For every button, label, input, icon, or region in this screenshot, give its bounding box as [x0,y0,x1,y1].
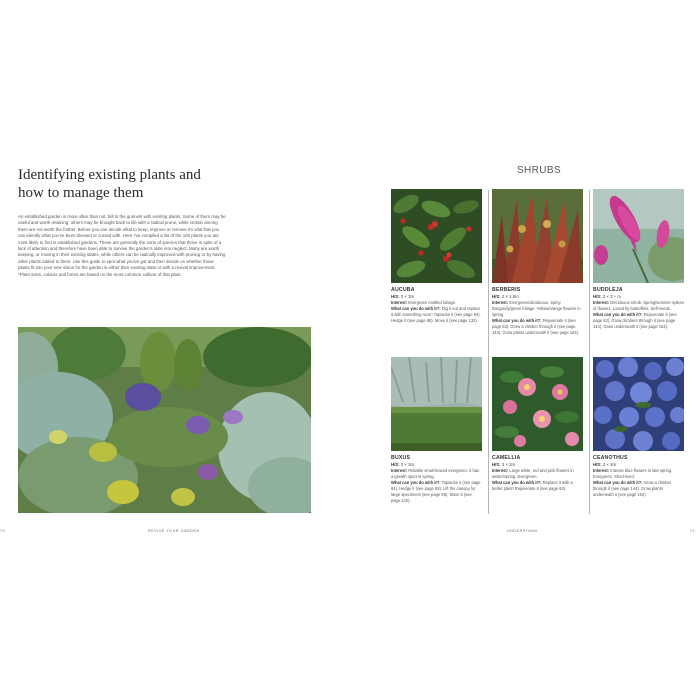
interest-text: Evergreen mottled foliage. [408,300,457,305]
title-line-2: how to manage them [18,185,144,201]
plant-advice [492,480,583,492]
right-running-head: UNDERSTAND [507,529,538,533]
buddleja-photo [593,189,684,283]
column-divider [488,190,489,514]
interest-text: Evergreen/deciduous. Spiny. Burgundy/green foliage. Yellow/orange flowers in spring. [492,300,581,317]
left-page-number: 70 [0,529,6,533]
size-label: H/S: [593,462,602,467]
plant-advice [391,480,482,504]
interest-text: Reliable small-leaved evergreen. It has a growth spurt in spring. [391,468,480,479]
size-value: 3 × 3 + m [602,294,621,299]
advice-label: What can you do with it?: [593,312,643,317]
plant-card-buddleja [593,189,684,330]
plant-name: AUCUBA [391,287,415,293]
plant-name: CEANOTHUS [593,455,628,461]
size-value: 2 × 1.5m [501,294,519,299]
size-value: 3 × 3m [602,462,617,467]
plant-advice [593,480,684,498]
size-label: H/S: [391,294,400,299]
berberis-photo [492,189,583,283]
interest-text: Large white, red and pink flowers in winter/spring. Evergreen. [492,468,574,479]
aucuba-photo [391,189,482,283]
interest-label: Interest: [492,300,509,305]
plant-advice [391,306,482,324]
interest-label: Interest: [492,468,509,473]
plant-interest [391,468,482,480]
advice-text: Rejuvenate it (see page 63). Grow a climber through it (see page 144). Grow plants underneath it (see page 164). [492,318,580,335]
advice-label: What can you do with it?: [391,306,441,311]
column-divider [589,190,590,514]
advice-label: What can you do with it?: [593,480,643,485]
garden-border-illustration [18,327,311,513]
plant-name: BUDDLEJA [593,287,623,293]
size-label: H/S: [492,462,501,467]
intro-text-block [18,214,226,278]
section-title: SHRUBS [516,165,562,176]
advice-label: What can you do with it?: [492,318,542,323]
size-label: H/S: [391,462,400,467]
buxus-photo [391,357,482,451]
title-line-1: Identifying existing plants and [18,167,201,183]
plant-card-camellia [492,357,583,492]
page-title [18,166,318,202]
intro-note: *Plant sizes, colours and forms are based on the most common cultivar of that plant. [18,271,182,277]
interest-label: Interest: [391,300,408,305]
advice-text: Dig it out and replace it with something nicer! Topiarise it (see page 84). Hedge it (see page 88). Move it (see page 132). [391,306,481,323]
plant-card-berberis [492,189,583,336]
interest-text: Intense blue flowers in late spring. Evergreen. Short-lived. [593,468,673,479]
advice-text: Replace it with a better plant! Rejuvenate it (see page 63). [492,480,573,491]
plant-interest [593,300,684,312]
size-value: 3 × 2m [501,462,516,467]
right-page-number: 71 [690,529,696,533]
interest-label: Interest: [593,468,610,473]
plant-card-ceanothus [593,357,684,498]
plant-interest [492,468,583,480]
interest-text: Deciduous shrub. Spring/summer spikes of flowers. Loved by butterflies. Self-seeds. [593,300,684,311]
camellia-photo [492,357,583,451]
interest-label: Interest: [593,300,610,305]
size-label: H/S: [492,294,501,299]
ceanothus-photo [593,357,684,451]
advice-label: What can you do with it?: [391,480,441,485]
plant-interest [593,468,684,480]
intro-paragraph: An established garden is more often than not, full to the gunnels with existing plants. Some of them may be useful and worth retaining; others may be brought back to life with a radical prune, while certain among them are not worth the bother. Before you can decide what to keep, improve or remove it's vital that you can identify what you've been blessed or cursed with. Here I've compiled a list of the 100 plants you are most likely to find in established gardens. These are generally the sorts of species that thrive in spite of a lack of attention and therefore have been able to survive the garden's slide into neglect. Many are worth keeping, or moving in their existing states, while others can be radically improved with pruning or by having other plants added to them. Use this guide to spot what you've got and then decide on whether those plants fit into your new vision for the garden in either their existing state or with a revival improvement. [18,214,226,271]
plant-advice [492,318,583,336]
size-value: 3 × 3m [400,294,415,299]
plant-card-aucuba [391,189,482,324]
left-running-head: REVIVE YOUR GARDEN [148,529,200,533]
plant-advice [593,312,684,330]
advice-label: What can you do with it?: [492,480,542,485]
plant-name: BUXUS [391,455,411,461]
advice-text: Grow a climber through it (see page 144). Grow plants underneath it (see page 164). [593,480,672,497]
plant-card-buxus [391,357,482,504]
plant-name: BERBERIS [492,287,521,293]
interest-label: Interest: [391,468,408,473]
garden-border-photo [18,327,311,513]
size-value: 3 × 3m [400,462,415,467]
plant-name: CAMELLIA [492,455,521,461]
plant-interest [492,300,583,318]
size-label: H/S: [593,294,602,299]
advice-text: Rejuvenate it (see page 63). Grow climbers through it (see page 144). Grow underneath it (see page 164). [593,312,677,329]
advice-text: Topiarise it (see page 84). Hedge it (see page 88). Lift the canopy for large specimens (see page 65). Move it (see page 132). [391,480,481,503]
